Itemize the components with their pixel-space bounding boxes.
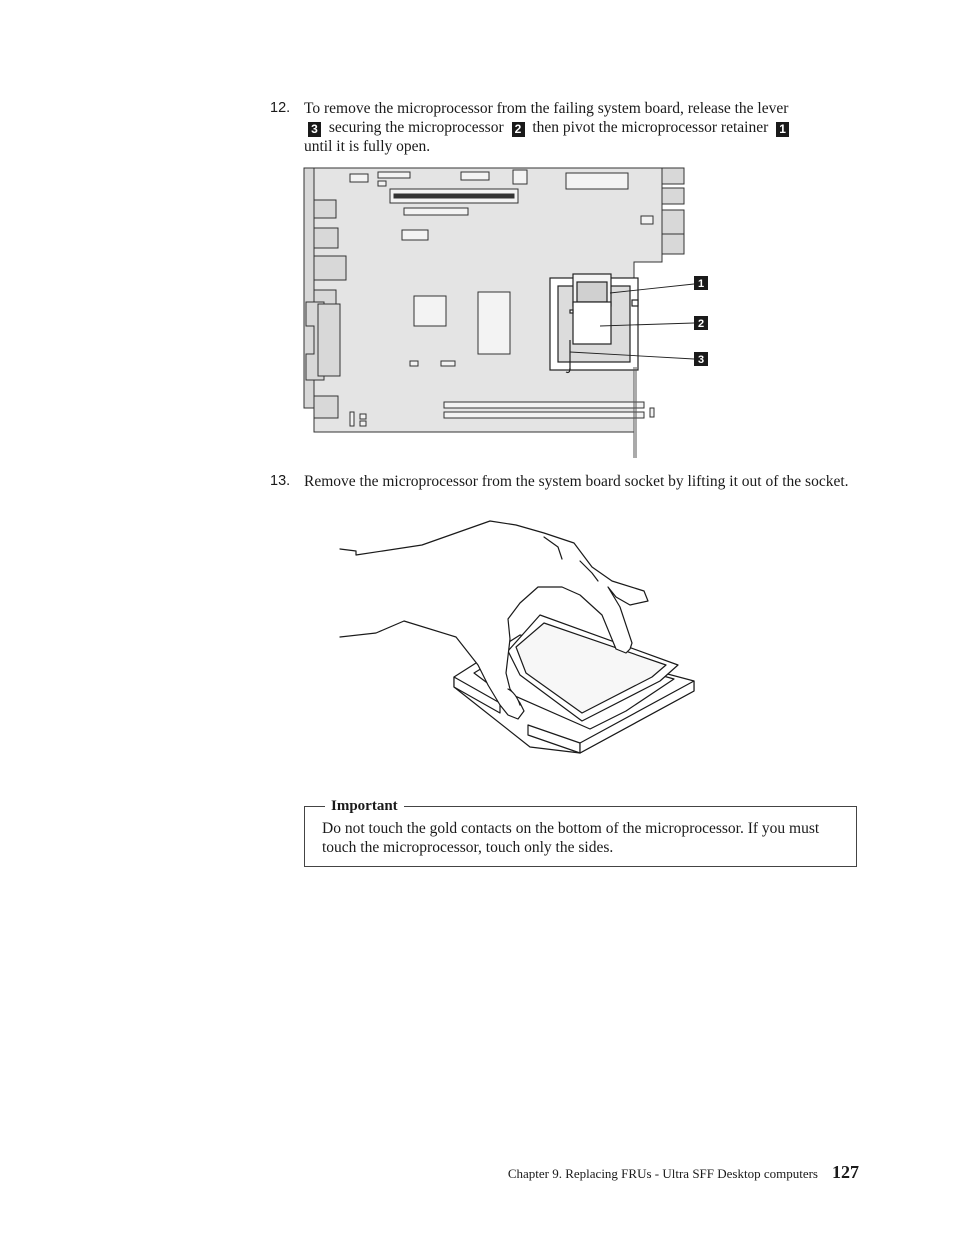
page-footer [508, 1161, 859, 1185]
callout-3: 3 [308, 122, 321, 137]
step-12 [270, 99, 860, 156]
page-number: 127 [832, 1162, 859, 1182]
hand-lifting-microprocessor-figure [330, 515, 710, 765]
chapter-title: Chapter 9. Replacing FRUs - Ultra SFF Desktop computers [507, 1166, 818, 1181]
step-13 [270, 472, 860, 491]
callout-1: 1 [776, 122, 789, 137]
important-notice [304, 798, 857, 867]
step-text-part: then pivot the microprocessor retainer [532, 119, 769, 136]
figure-callout-2: 2 [697, 318, 705, 330]
important-text: Do not touch the gold contacts on the bottom of the microprocessor. If you must touch the microprocessor, touch only the sides. [322, 820, 820, 856]
step-text: Remove the microprocessor from the system board socket by lifting it out of the socket. [304, 473, 849, 490]
figure-callout-3: 3 [697, 354, 705, 366]
hand-microprocessor-illustration [330, 515, 710, 765]
figure-callout-1: 1 [697, 278, 705, 290]
step-number: 13. [270, 473, 291, 489]
system-board-illustration [296, 162, 716, 462]
step-text-part: To remove the microprocessor from the failing system board, release the lever [304, 100, 789, 117]
system-board-figure [296, 162, 716, 462]
figure-callouts [694, 276, 708, 366]
important-label: Important [325, 797, 404, 815]
step-text-part: until it is fully open. [304, 138, 431, 155]
callout-2: 2 [512, 122, 525, 137]
step-text-part: securing the microprocessor [328, 119, 504, 136]
step-text [304, 99, 860, 156]
step-number: 12. [270, 100, 291, 116]
